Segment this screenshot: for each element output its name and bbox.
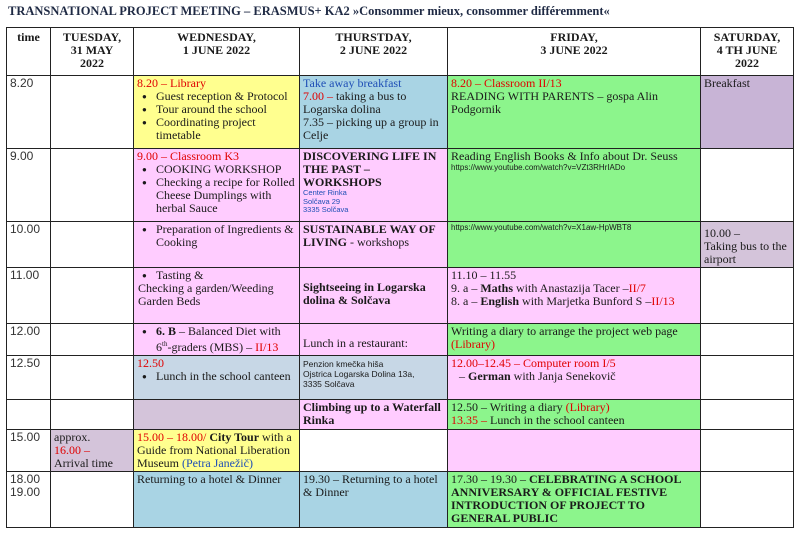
time-cell: 8.20 bbox=[7, 76, 51, 149]
time-cell: 12.50 bbox=[7, 356, 51, 400]
fri-1100: 11.10 – 11.55 9. a – Maths with Anastazija Tacer –II/7 8. a – English with Marjetka Bunford S –II/13 bbox=[448, 268, 701, 324]
tue-1200 bbox=[51, 324, 134, 356]
thu-0900: DISCOVERING LIFE IN THE PAST – WORKSHOPS Center Rinka Solčava 29 3335 Solčava bbox=[300, 149, 448, 222]
list-item: ● Coordinating project timetable bbox=[137, 116, 296, 142]
sat-1200 bbox=[701, 324, 794, 356]
wed-1000 bbox=[134, 222, 300, 268]
thu-0820: Take away breakfast 7.00 – taking a bus to Logarska dolina 7.35 – picking up a group in Celje bbox=[300, 76, 448, 149]
wed-1800: Returning to a hotel & Dinner bbox=[134, 472, 300, 528]
header-friday: FRIDAY, 3 JUNE 2022 bbox=[448, 28, 701, 76]
tue-1500: approx. 16.00 – Arrival time bbox=[51, 430, 134, 472]
sat-0820: Breakfast bbox=[701, 76, 794, 149]
time-cell: 15.00 bbox=[7, 430, 51, 472]
row-0900 bbox=[7, 149, 794, 222]
list-item: ● Preparation of Ingredients & Cooking bbox=[137, 223, 296, 249]
fri-1250: 12.00–12.45 – Computer room I/5 – German with Janja Senekovič bbox=[448, 356, 701, 400]
tue-1000 bbox=[51, 222, 134, 268]
sat-1100 bbox=[701, 268, 794, 324]
sat-0900 bbox=[701, 149, 794, 222]
row-1800 bbox=[7, 472, 794, 528]
header-thursday: THURSTDAY, 2 JUNE 2022 bbox=[300, 28, 448, 76]
row-1200 bbox=[7, 324, 794, 356]
header-saturday: SATURDAY, 4 TH JUNE 2022 bbox=[701, 28, 794, 76]
wed-1500: 15.00 – 18.00/ City Tour with a Guide from National Liberation Museum (Petra Janežič) bbox=[134, 430, 300, 472]
row-1250 bbox=[7, 356, 794, 400]
tue-0900 bbox=[51, 149, 134, 222]
list-item: ● COOKING WORKSHOP bbox=[137, 163, 296, 176]
header-time: time bbox=[7, 28, 51, 76]
wed-1100: ● Tasting & Checking a garden/Weeding Garden Beds bbox=[134, 268, 300, 324]
thu-1800: 19.30 – Returning to a hotel & Dinner bbox=[300, 472, 448, 528]
header-wednesday: WEDNESDAY, 1 JUNE 2022 bbox=[134, 28, 300, 76]
thu-1200: Lunch in a restaurant: bbox=[300, 324, 448, 356]
list-item: ● Checking a recipe for Rolled Cheese Dumplings with herbal Sauce bbox=[137, 176, 296, 215]
sat-1800 bbox=[701, 472, 794, 528]
fri-1800: 17.30 – 19.30 – CELEBRATING A SCHOOL ANNIVERSARY & OFFICIAL FESTIVE INTRODUCTION OF PROJECT TO GENERAL PUBLIC bbox=[448, 472, 701, 528]
wed-0820: 8.20 – Library ● Guest reception & Protocol ● Tour around the school ● Coordinating project timetable bbox=[134, 76, 300, 149]
row-1000 bbox=[7, 222, 794, 268]
fri-1500 bbox=[448, 430, 701, 472]
thu-1100: Sightseeing in Logarska dolina & Solčava bbox=[300, 268, 448, 324]
thu-1250: Penzion kmečka hiša Ojstrica Logarska Dolina 13a, 3335 Solčava bbox=[300, 356, 448, 400]
wed-0900: 9.00 – Classroom K3 ● COOKING WORKSHOP ● Checking a recipe for Rolled Cheese Dumplings with herbal Sauce bbox=[134, 149, 300, 222]
row-1400 bbox=[7, 400, 794, 430]
wed-1250: 12.50 ● Lunch in the school canteen bbox=[134, 356, 300, 400]
time-cell: 10.00 bbox=[7, 222, 51, 268]
time-cell: 18.00 19.00 bbox=[7, 472, 51, 528]
time-cell: 11.00 bbox=[7, 268, 51, 324]
list-item: ● Lunch in the school canteen bbox=[137, 370, 296, 383]
sat-1400 bbox=[701, 400, 794, 430]
thu-1000: SUSTAINABLE WAY OF LIVING - workshops bbox=[300, 222, 448, 268]
row-0820 bbox=[7, 76, 794, 149]
thu-1400: Climbing up to a Waterfall Rinka bbox=[300, 400, 448, 430]
thu-1500 bbox=[300, 430, 448, 472]
time-cell: 9.00 bbox=[7, 149, 51, 222]
schedule-table bbox=[6, 27, 794, 528]
time-cell: 12.00 bbox=[7, 324, 51, 356]
tue-1400 bbox=[51, 400, 134, 430]
tue-0820 bbox=[51, 76, 134, 149]
row-1500 bbox=[7, 430, 794, 472]
page-title: TRANSNATIONAL PROJECT MEETING – ERASMUS+ KA2 »Consommer mieux, consommer différemment« bbox=[8, 4, 610, 18]
list-item: ● Tour around the school bbox=[137, 103, 296, 116]
header-tuesday: TUESDAY, 31 MAY 2022 bbox=[51, 28, 134, 76]
fri-1400: 12.50 – Writing a diary (Library) 13.35 – Lunch in the school canteen bbox=[448, 400, 701, 430]
header-row bbox=[7, 28, 794, 76]
time-cell bbox=[7, 400, 51, 430]
fri-0900: Reading English Books & Info about Dr. Seuss https://www.youtube.com/watch?v=VZt3RHrIADo bbox=[448, 149, 701, 222]
list-item: ● 6. B – Balanced Diet with 6th-graders (MBS) – II/13 bbox=[137, 325, 296, 354]
fri-1200: Writing a diary to arrange the project web page (Library) bbox=[448, 324, 701, 356]
wed-1400 bbox=[134, 400, 300, 430]
tue-1250 bbox=[51, 356, 134, 400]
list-item: ● Guest reception & Protocol bbox=[137, 90, 296, 103]
youtube-link[interactable]: https://www.youtube.com/watch?v=VZt3RHrIADo bbox=[451, 163, 626, 172]
list-item: ● Tasting & bbox=[137, 269, 296, 282]
wed-1200 bbox=[134, 324, 300, 356]
fri-0820: 8.20 – Classroom II/13 READING WITH PARENTS – gospa Alin Podgornik bbox=[448, 76, 701, 149]
tue-1800 bbox=[51, 472, 134, 528]
youtube-link[interactable]: https://www.youtube.com/watch?v=X1aw-HpWBT8 bbox=[451, 223, 632, 232]
sat-1000: 10.00 – Taking bus to the airport bbox=[701, 222, 794, 268]
fri-1000 bbox=[448, 222, 701, 268]
tue-1100 bbox=[51, 268, 134, 324]
sat-1250 bbox=[701, 356, 794, 400]
row-1100 bbox=[7, 268, 794, 324]
sat-1500 bbox=[701, 430, 794, 472]
